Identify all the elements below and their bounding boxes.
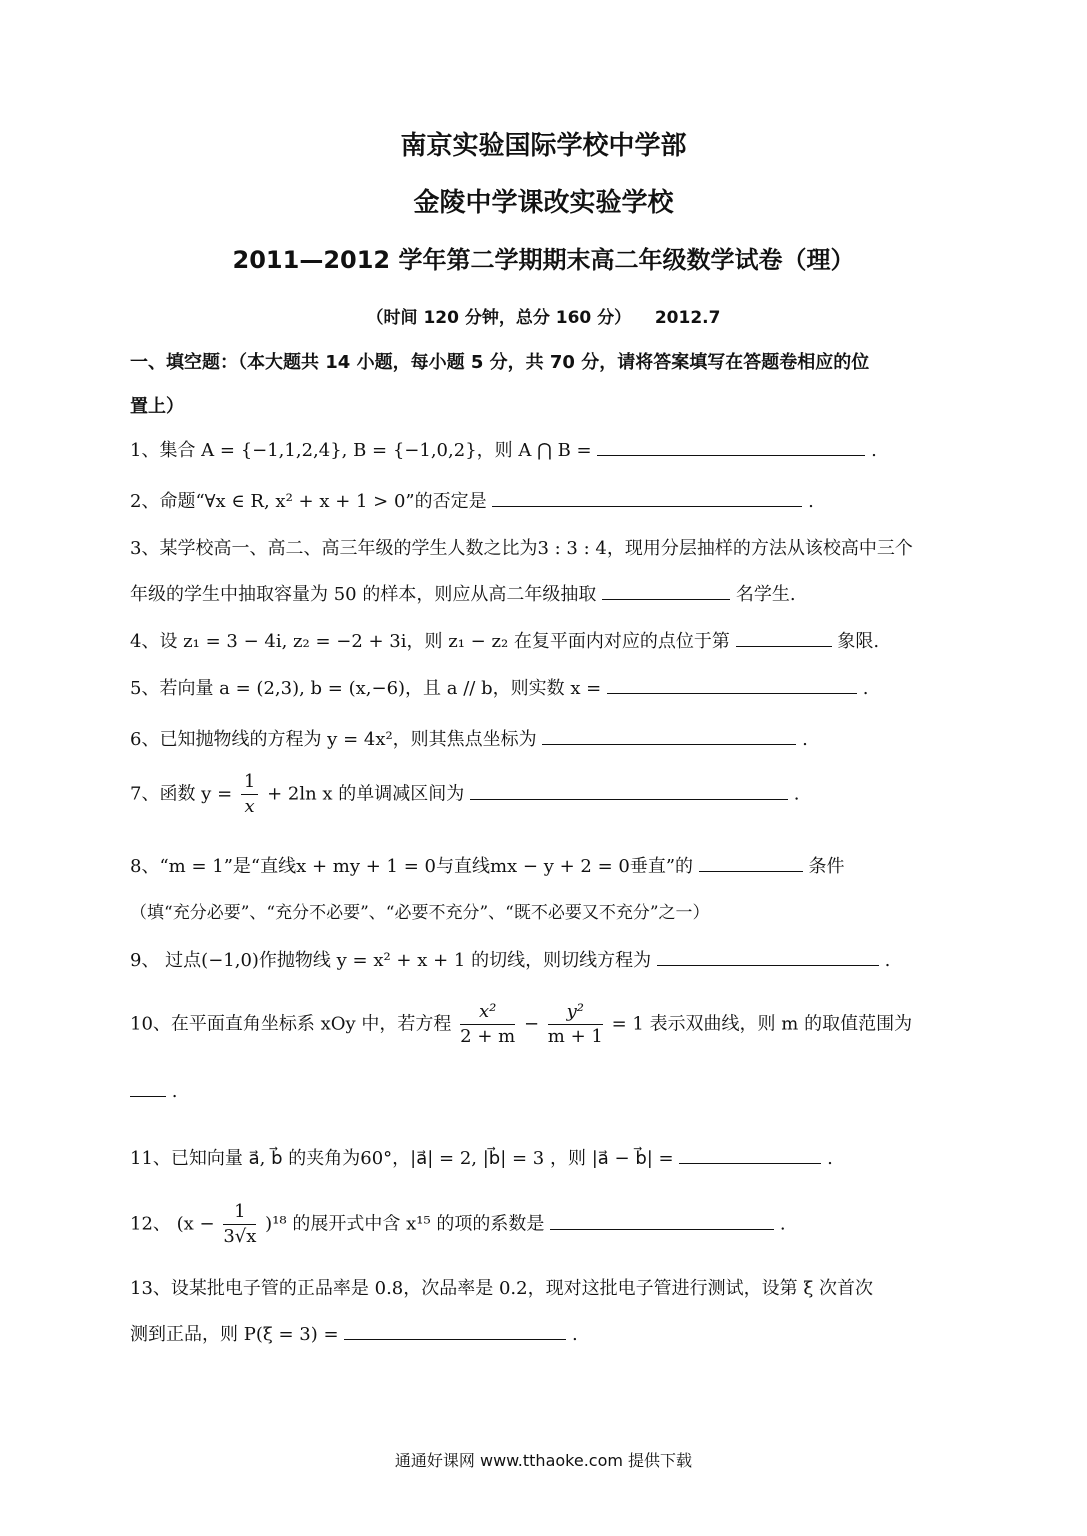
fraction: $\frac{\text{x²}}{2 + m}$	[460, 1001, 516, 1047]
question-4: 4、设 z₁ = 3 − 4i, z₂ = −2 + 3i，则 z₁ − z₂ 在复平面内对应的点位于第 象限.	[130, 631, 880, 652]
answer-blank	[657, 949, 879, 966]
question-3-cont: 年级的学生中抽取容量为 50 的样本，则应从高二年级抽取 名学生.	[130, 584, 796, 605]
answer-blank	[679, 1147, 821, 1164]
fraction: $\frac{1}{3√x}$	[223, 1201, 257, 1247]
answer-blank	[736, 630, 832, 647]
school-name-2: 金陵中学课改实验学校	[413, 188, 674, 218]
section-heading: 一、填空题：（本大题共 14 小题，每小题 5 分，共 70 分，请将答案填写在答题卷相应的位	[130, 352, 870, 373]
question-5: 5、若向量 a = (2,3), b = (x,−6)，且 a // b，则实数 x = .	[130, 678, 869, 699]
fraction: $\frac{\text{y²}}{m + 1}$	[547, 1001, 603, 1047]
question-10-cont: .	[130, 1080, 177, 1102]
question-10: 10、在平面直角坐标系 xOy 中，若方程 $\frac{\text{x²}}{2 + m}$ − $\frac{\text{y²}}{m + 1}$ = 1 表示双曲线，则 m 的取值范围为	[130, 1001, 913, 1047]
question-12: 12、 (x − $\frac{1}{3√x}$ )¹⁸ 的展开式中含 x¹⁵ 的项的系数是 .	[130, 1201, 786, 1247]
answer-blank	[550, 1213, 774, 1230]
answer-blank	[470, 783, 788, 800]
question-8: 8、“m = 1”是“直线x + my + 1 = 0与直线mx − y + 2 = 0垂直”的 条件	[130, 856, 845, 877]
section-heading-cont: 置上）	[130, 396, 184, 417]
question-13: 13、设某批电子管的正品率是 0.8，次品率是 0.2，现对这批电子管进行测试，设第 ξ 次首次	[130, 1278, 873, 1299]
question-3: 3、某学校高一、高二、高三年级的学生人数之比为3 : 3 : 4，现用分层抽样的方法从该校高中三个	[130, 538, 913, 559]
question-8-hint: （填“充分必要”、“充分不必要”、“必要不充分”、“既不必要又不充分”之一）	[130, 903, 710, 923]
answer-blank	[492, 490, 802, 507]
answer-blank	[699, 855, 803, 872]
exam-info: （时间 120 分钟，总分 160 分） 2012.7	[366, 308, 721, 328]
question-11: 11、已知向量 a⃗, b⃗ 的夹角为60°，|a⃗| = 2, |b⃗| = 3 ，则 |a⃗ − b⃗| = .	[130, 1148, 833, 1169]
answer-blank	[607, 677, 857, 694]
answer-blank	[130, 1080, 166, 1097]
answer-blank	[344, 1323, 566, 1340]
answer-blank	[602, 583, 730, 600]
question-7: 7、函数 y = $\frac{1}{x}$ + 2ln x 的单调减区间为 .	[130, 771, 800, 817]
question-2: 2、命题“∀x ∈ R, x² + x + 1 > 0”的否定是 .	[130, 491, 814, 512]
school-name-1: 南京实验国际学校中学部	[400, 131, 687, 161]
question-1: 1、集合 A = {−1,1,2,4}, B = {−1,0,2}，则 A ⋂ B = .	[130, 440, 877, 461]
fraction: $\frac{1}{x}$	[241, 770, 258, 819]
answer-blank	[597, 439, 865, 456]
question-13-cont: 测到正品，则 P(ξ = 3) = .	[130, 1324, 578, 1345]
question-6: 6、已知抛物线的方程为 y = 4x²，则其焦点坐标为 .	[130, 729, 808, 750]
footer-text: 通通好课网 www.tthaoke.com 提供下载	[394, 1451, 693, 1470]
exam-title: 2011—2012 学年第二学期期末高二年级数学试卷（理）	[232, 246, 855, 274]
answer-blank	[542, 728, 796, 745]
question-9: 9、 过点(−1,0)作抛物线 y = x² + x + 1 的切线，则切线方程为 .	[130, 950, 891, 971]
